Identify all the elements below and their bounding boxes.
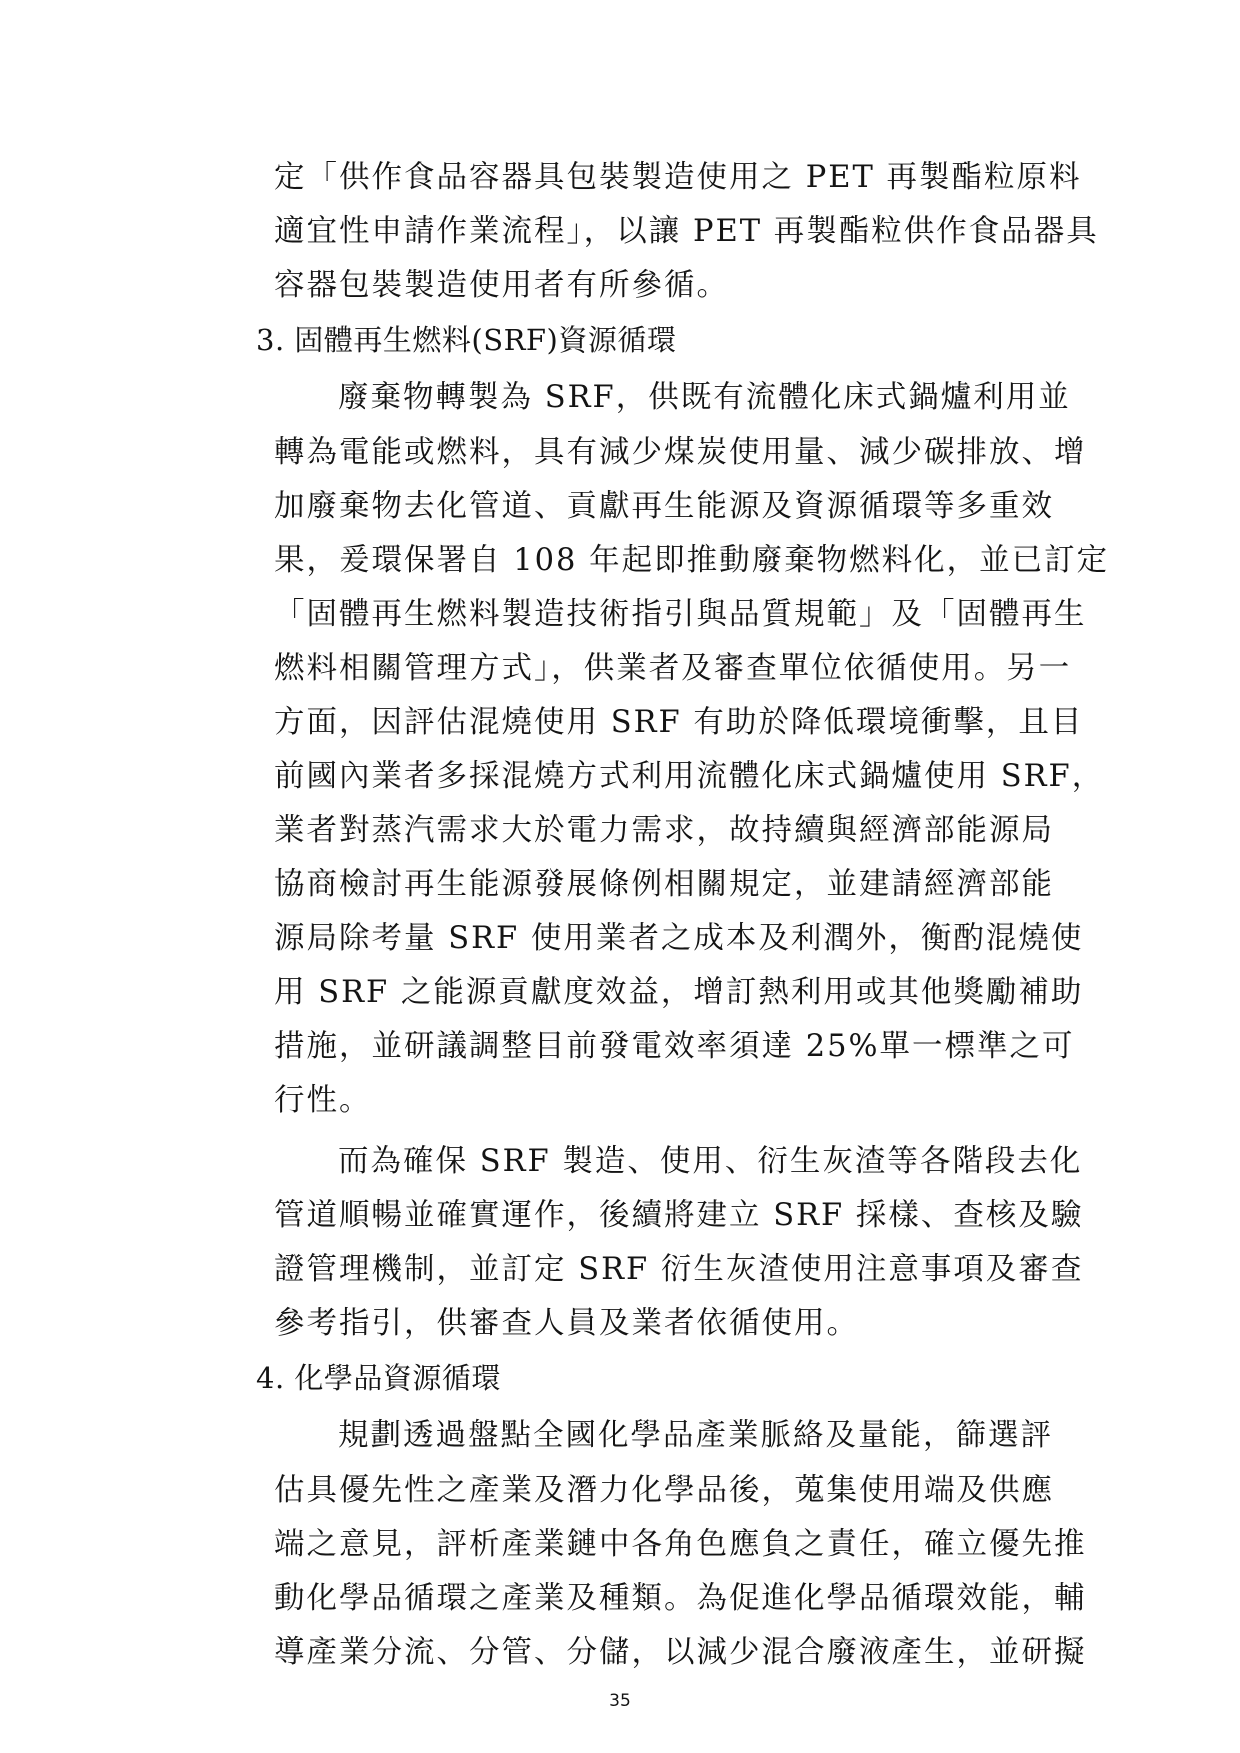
body-text-line: 用 SRF 之能源貢獻度效益，增訂熱利用或其他獎勵補助: [274, 975, 1084, 1010]
body-text-line: 轉為電能或燃料，具有減少煤炭使用量、減少碳排放、增: [274, 435, 1087, 470]
body-text-line: 果，爰環保署自 108 年起即推動廢棄物燃料化，並已訂定: [274, 543, 1110, 578]
body-text-line: 證管理機制，並訂定 SRF 衍生灰渣使用注意事項及審查: [274, 1252, 1084, 1287]
body-text-line: 廢棄物轉製為 SRF，供既有流體化床式鍋爐利用並: [338, 380, 1071, 415]
body-text-line: 動化學品循環之產業及種類。為促進化學品循環效能，輔: [274, 1581, 1087, 1616]
body-text-line: 方面，因評估混燒使用 SRF 有助於降低環境衝擊，且目: [274, 705, 1084, 740]
body-text-line: 管道順暢並確實運作，後續將建立 SRF 採樣、查核及驗: [274, 1198, 1084, 1233]
body-text-line: 「固體再生燃料製造技術指引與品質規範」及「固體再生: [274, 597, 1087, 632]
body-text-line: 定「供作食品容器具包裝製造使用之 PET 再製酯粒原料: [274, 160, 1082, 195]
section-heading: 3. 固體再生燃料(SRF)資源循環: [256, 323, 677, 357]
body-text-line: 參考指引，供審查人員及業者依循使用。: [274, 1306, 859, 1341]
body-text-line: 加廢棄物去化管道、貢獻再生能源及資源循環等多重效: [274, 489, 1054, 524]
body-text-line: 導產業分流、分管、分儲，以減少混合廢液產生，並研擬: [274, 1635, 1087, 1670]
body-text-line: 端之意見，評析產業鏈中各角色應負之責任，確立優先推: [274, 1527, 1087, 1562]
body-text-line: 而為確保 SRF 製造、使用、衍生灰渣等各階段去化: [338, 1144, 1083, 1179]
body-text-line: 規劃透過盤點全國化學品產業脈絡及量能，篩選評: [338, 1418, 1053, 1453]
body-text-line: 燃料相關管理方式」，供業者及審查單位依循使用。另一: [274, 651, 1072, 686]
body-text-line: 前國內業者多採混燒方式利用流體化床式鍋爐使用 SRF，: [274, 759, 1105, 794]
page-number: 35: [609, 1691, 631, 1711]
body-text-line: 估具優先性之產業及潛力化學品後，蒐集使用端及供應: [274, 1473, 1054, 1508]
section-heading: 4. 化學品資源循環: [256, 1361, 501, 1395]
body-text-line: 容器包裝製造使用者有所參循。: [274, 268, 729, 303]
body-text-line: 適宜性申請作業流程」，以讓 PET 再製酯粒供作食品器具: [274, 214, 1099, 249]
body-text-line: 源局除考量 SRF 使用業者之成本及利潤外，衡酌混燒使: [274, 921, 1084, 956]
body-text-line: 協商檢討再生能源發展條例相關規定，並建請經濟部能: [274, 867, 1054, 902]
body-text-line: 行性。: [274, 1083, 372, 1118]
body-text-line: 措施，並研議調整目前發電效率須達 25%單一標準之可: [274, 1029, 1075, 1064]
body-text-line: 業者對蒸汽需求大於電力需求，故持續與經濟部能源局: [274, 813, 1054, 848]
